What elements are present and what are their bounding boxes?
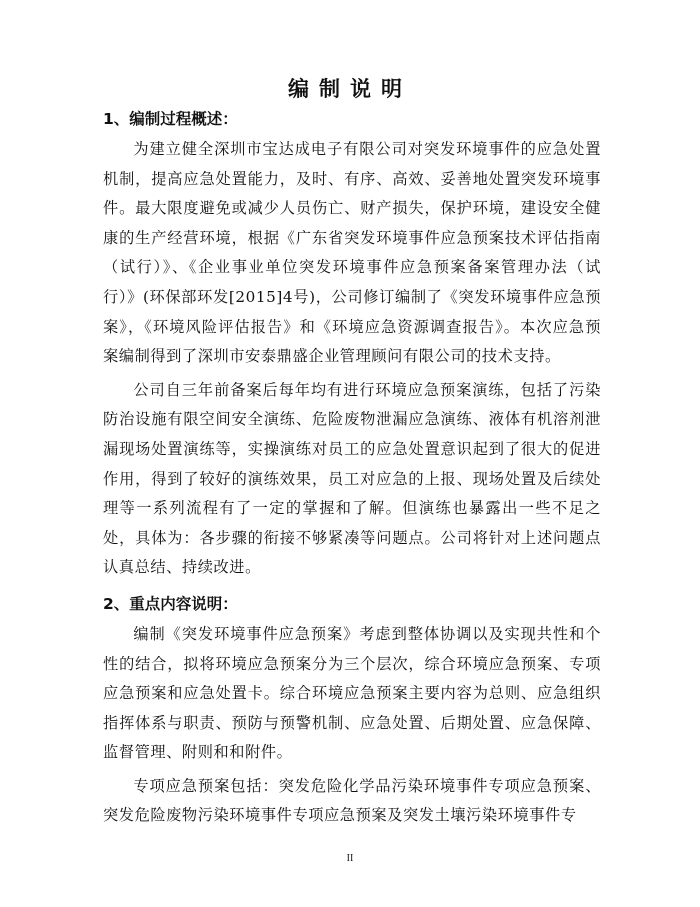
document-body: [103, 104, 601, 831]
paragraph-purpose: 为建立健全深圳市宝达成电子有限公司对突发环境事件的应急处置机制，提高应急处置能力，及时、有序、高效、妥善地处置突发环境事件。最大限度避免或减少人员伤亡、财产损失，保护环境，建设安全健康的生产经营环境，根据《广东省突发环境事件应急预案技术评估指南（试行）》、《企业事业单位突发环境事件应急预案备案管理办法（试行）》(环保部环发[2015]4号)，公司修订编制了《突发环境事件应急预案》，《环境风险评估报告》和《环境应急资源调查报告》。本次应急预案编制得到了深圳市安泰鼎盛企业管理顾问有限公司的技术支持。: [103, 140, 601, 366]
page-number: II: [346, 853, 354, 864]
section-heading-key-content: 2、重点内容说明：: [103, 594, 238, 613]
paragraph-special-plans: 专项应急预案包括：突发危险化学品污染环境事件专项应急预案、突发危险废物污染环境事件专项应急预案及突发土壤污染环境事件专: [103, 776, 601, 825]
paragraph-plan-structure: 编制《突发环境事件应急预案》考虑到整体协调以及实现共性和个性的结合，拟将环境应急预案分为三个层次，综合环境应急预案、专项应急预案和应急处置卡。综合环境应急预案主要内容为总则、应急组织指挥体系与职责、预防与预警机制、应急处置、后期处置、应急保障、监督管理、附则和和附件。: [103, 624, 601, 762]
section-heading-overview: 1、编制过程概述：: [103, 110, 238, 128]
paragraph-drills: 公司自三年前备案后每年均有进行环境应急预案演练，包括了污染防治设施有限空间安全演练、危险废物泄漏应急演练、液体有机溶剂泄漏现场处置演练等，实操演练对员工的应急处置意识起到了很大的促进作用，得到了较好的演练效果，员工对应急的上报、现场处置及后续处理等一系列流程有了一定的掌握和了解。但演练也暴露出一些不足之处，具体为：各步骤的衔接不够紧凑等问题点。公司将针对上述问题点认真总结、持续改进。: [103, 380, 601, 577]
page-title: 编制说明: [288, 77, 412, 101]
